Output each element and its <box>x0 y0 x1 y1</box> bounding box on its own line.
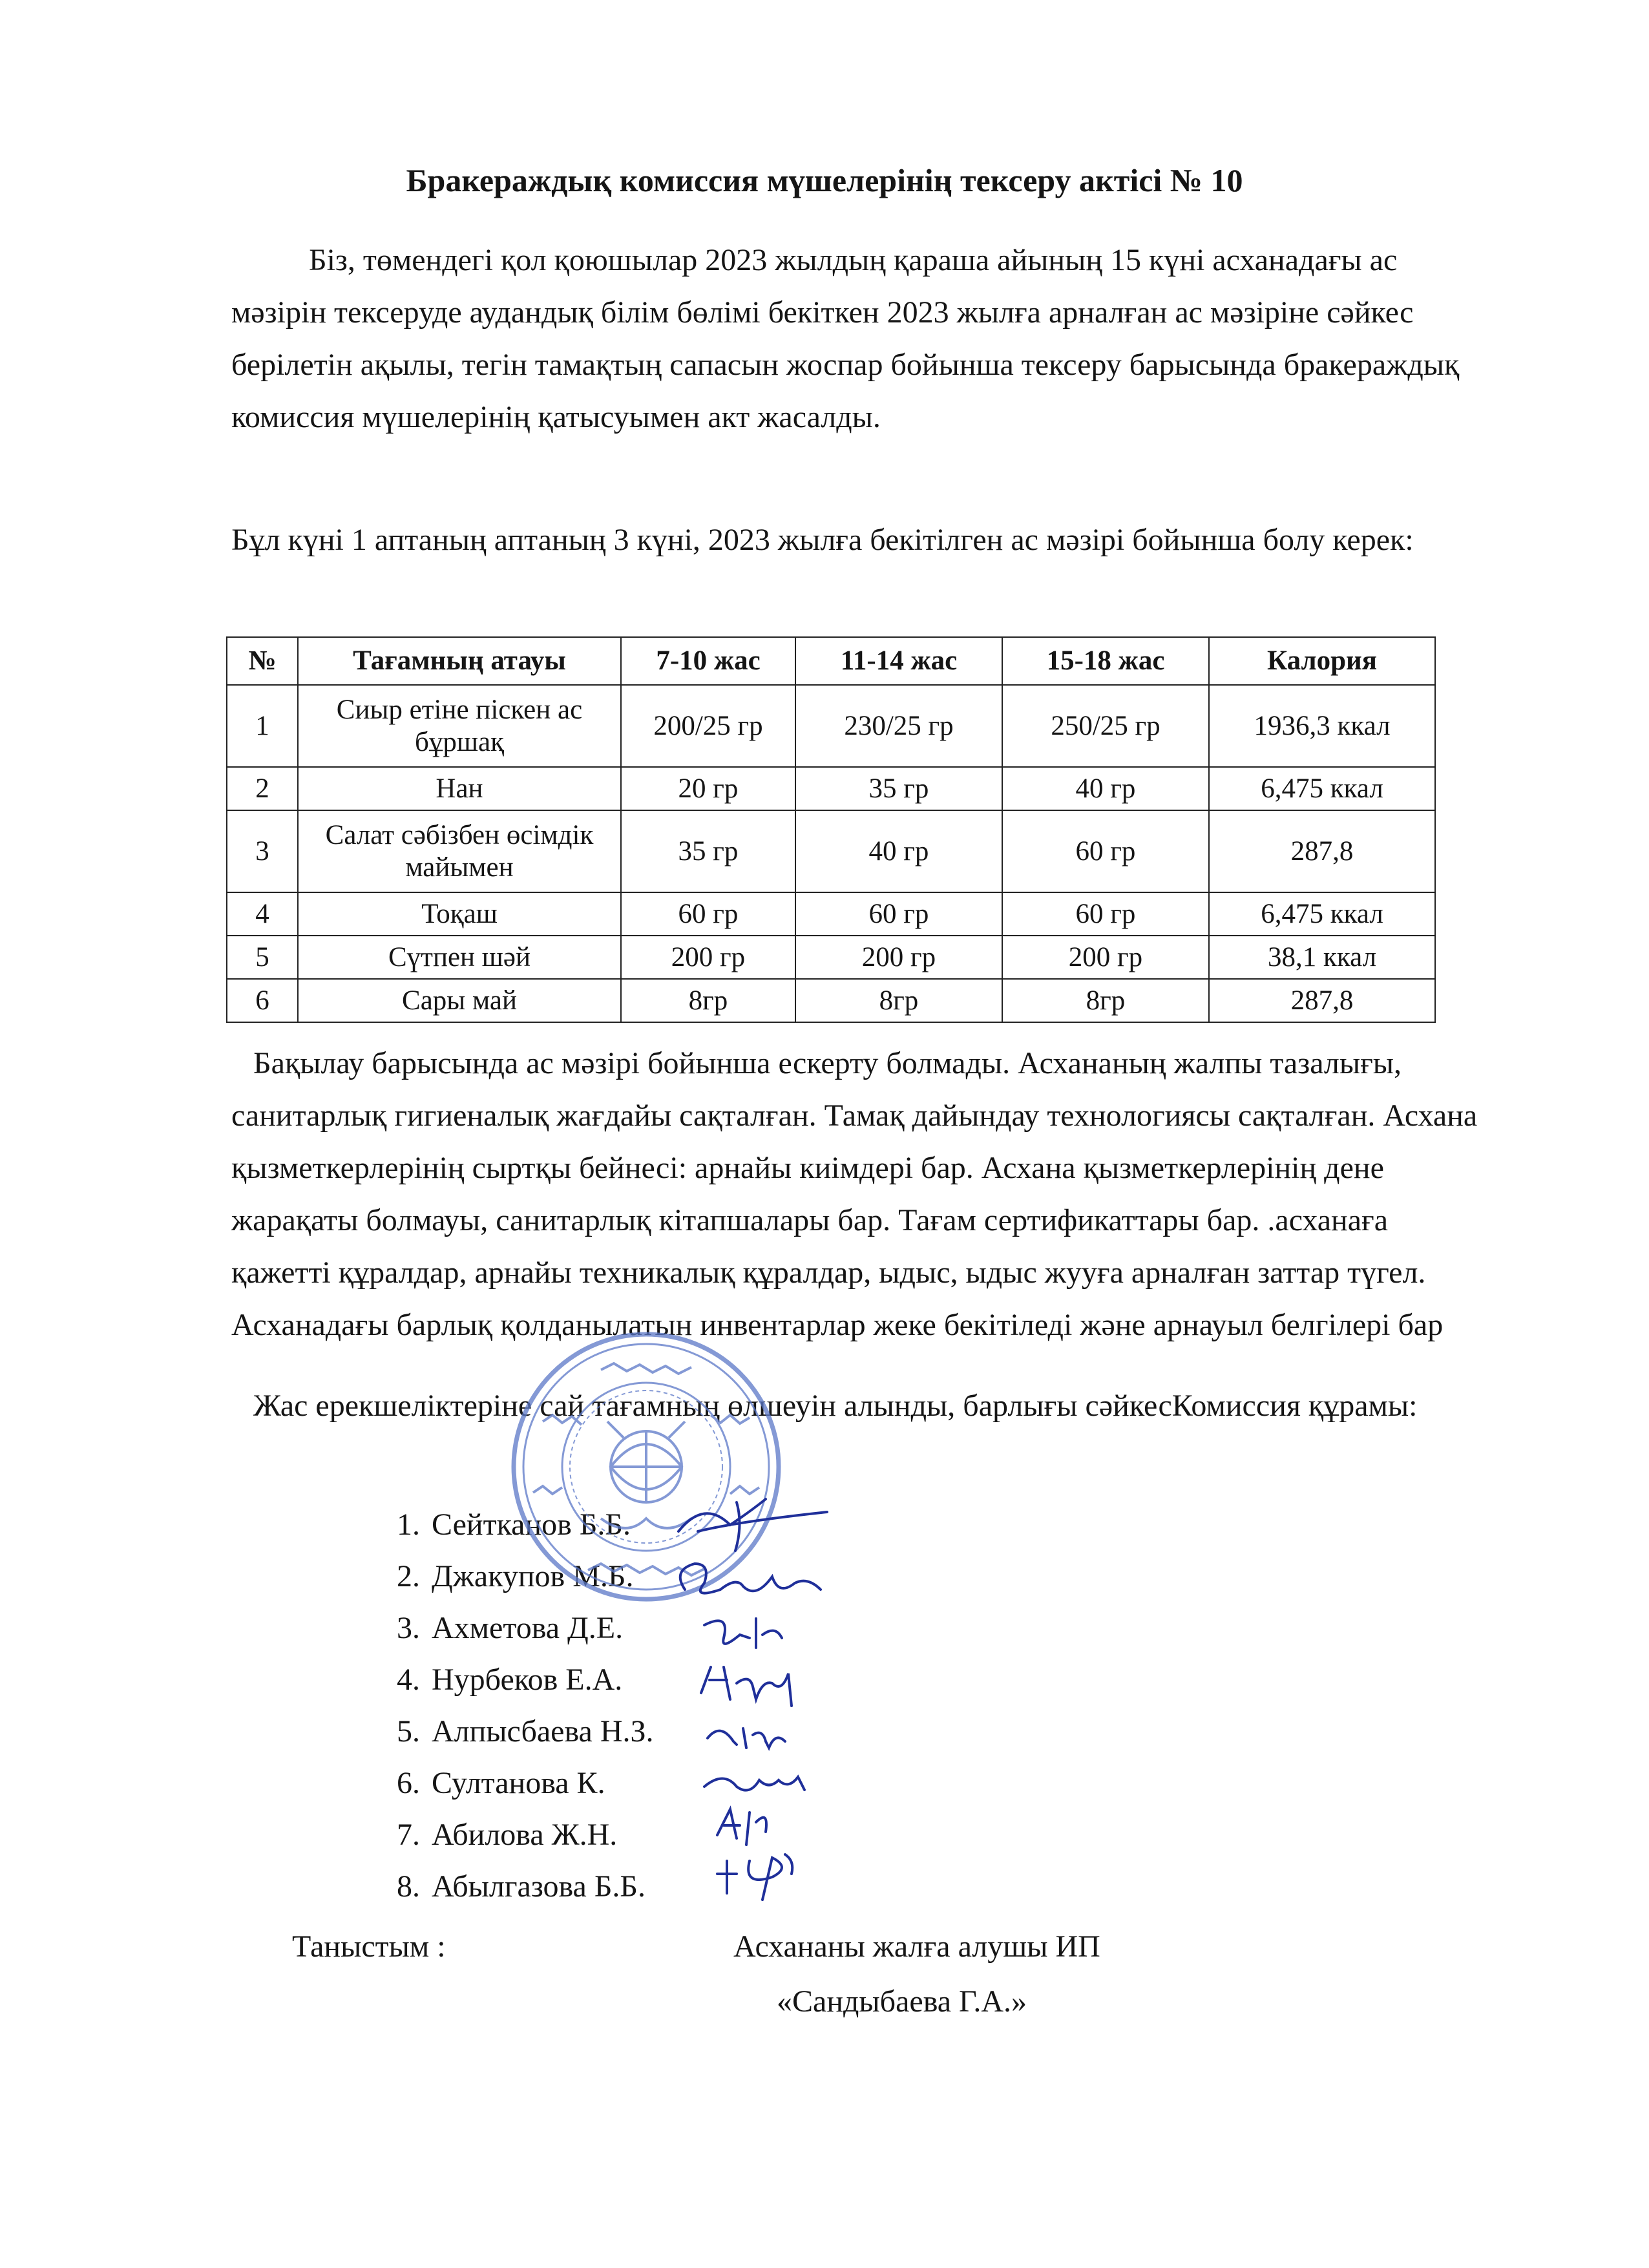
intro-paragraph: Біз, төмендегі қол қоюшылар 2023 жылдың қараша айының 15 күні асханадағы ас мәзірін тексеруде аудандық білім бөлімі бекіткен 2023 жылға арналған ас мәзіріне сәйкес берілетін ақылы, тегін тамақтың сапасын жоспар бойынша тексеру барысында бракераждық комиссия мүшелерінің қатысуымен акт жасалды. <box>231 243 1460 434</box>
table-cell: 3 <box>227 810 298 892</box>
member-number: 1. <box>397 1507 420 1542</box>
table-cell: 60 гр <box>621 892 795 936</box>
table-cell: Салат сәбізбен өсімдік майымен <box>298 810 621 892</box>
table-row <box>227 936 1435 979</box>
table-row <box>227 892 1435 936</box>
member-number: 6. <box>397 1766 420 1800</box>
table-cell: 38,1 ккал <box>1209 936 1435 979</box>
member-number: 2. <box>397 1559 420 1593</box>
table-cell: 1 <box>227 685 298 767</box>
table-row <box>227 685 1435 767</box>
table-cell: 8гр <box>795 979 1002 1022</box>
table-cell: Сары май <box>298 979 621 1022</box>
table-cell: 5 <box>227 936 298 979</box>
list-item <box>375 1706 654 1758</box>
handwritten-signature-icon <box>659 1486 872 1913</box>
table-cell: 60 гр <box>1002 892 1209 936</box>
table-cell: 200/25 гр <box>621 685 795 767</box>
menu-table <box>226 636 1436 1023</box>
table-cell: 250/25 гр <box>1002 685 1209 767</box>
table-cell: 8гр <box>621 979 795 1022</box>
table-cell: Сиыр етіне піскен ас бұршақ <box>298 685 621 767</box>
table-cell: 40 гр <box>795 810 1002 892</box>
table-cell: 60 гр <box>1002 810 1209 892</box>
document-title: Бракераждық комиссия мүшелерінің тексеру актісі № 10 <box>406 162 1243 198</box>
table-cell: 230/25 гр <box>795 685 1002 767</box>
member-number: 4. <box>397 1663 420 1697</box>
list-item <box>375 1654 654 1706</box>
table-cell: 35 гр <box>795 767 1002 810</box>
table-header-cell: № <box>227 637 298 685</box>
tenant-name: «Сандыбаева Г.А.» <box>777 1984 1027 2019</box>
table-cell: 200 гр <box>1002 936 1209 979</box>
table-cell: Нан <box>298 767 621 810</box>
table-header-cell: Калория <box>1209 637 1435 685</box>
member-name: Сейтканов Б.Б. <box>432 1507 631 1542</box>
table-cell: 6 <box>227 979 298 1022</box>
table-header-cell: 11-14 жас <box>795 637 1002 685</box>
table-row <box>227 767 1435 810</box>
acquainted-label: Таныстым : <box>292 1929 446 1964</box>
table-cell: 6,475 ккал <box>1209 892 1435 936</box>
table-cell: 60 гр <box>795 892 1002 936</box>
table-header-cell: Тағамның атауы <box>298 637 621 685</box>
table-header-cell: 7-10 жас <box>621 637 795 685</box>
member-number: 5. <box>397 1714 420 1748</box>
table-cell: 287,8 <box>1209 810 1435 892</box>
table-cell: 200 гр <box>795 936 1002 979</box>
menu-intro-paragraph: Бұл күні 1 аптаның аптаның 3 күні, 2023 жылға бекітілген ас мәзірі бойынша болу керек: <box>231 523 1414 557</box>
table-cell: 8гр <box>1002 979 1209 1022</box>
table-cell: 2 <box>227 767 298 810</box>
table-cell: 20 гр <box>621 767 795 810</box>
member-name: Ахметова Д.Е. <box>432 1611 624 1645</box>
table-cell: 1936,3 ккал <box>1209 685 1435 767</box>
table-header-row <box>227 637 1435 685</box>
member-name: Абылгазова Б.Б. <box>432 1869 646 1904</box>
member-name: Абилова Ж.Н. <box>432 1818 618 1852</box>
table-cell: 35 гр <box>621 810 795 892</box>
table-cell: 4 <box>227 892 298 936</box>
member-name: Алпысбаева Н.З. <box>432 1714 654 1748</box>
table-cell: Тоқаш <box>298 892 621 936</box>
member-name: Джакупов М.Б. <box>432 1559 634 1593</box>
table-cell: 6,475 ккал <box>1209 767 1435 810</box>
table-cell: 287,8 <box>1209 979 1435 1022</box>
conclusion-paragraph: Жас ерекшеліктеріне сай тағамның өлшеуін алынды, барлығы сәйкесКомиссия құрамы: <box>253 1389 1418 1423</box>
table-header-cell: 15-18 жас <box>1002 637 1209 685</box>
member-name: Нурбеков Е.А. <box>432 1663 623 1697</box>
list-item <box>375 1602 654 1654</box>
table-cell: Сүтпен шәй <box>298 936 621 979</box>
list-item <box>375 1758 654 1809</box>
table-row <box>227 979 1435 1022</box>
observation-paragraph: Бақылау барысында ас мәзірі бойынша ескерту болмады. Асхананың жалпы тазалығы, санитарлық гигиеналық жағдайы сақталған. Тамақ дайындау технологиясы сақталған. Асхана қызметкерлерінің сыртқы бейнесі: арнайы киімдері бар. Асхана қызметкерлерінің дене жарақаты болмауы, санитарлық кітапшалары бар. Тағам сертификаттары бар. .асханаға қажетті құралдар, арнайы техникалық құралдар, ыдыс, ыдыс жууға арналған заттар түгел. Асханадағы барлық қолданылатын инвентарлар жеке бекітіледі және арнауыл белгілері бар <box>231 1046 1478 1342</box>
member-number: 3. <box>397 1611 420 1645</box>
table-row <box>227 810 1435 892</box>
tenant-label: Асхананы жалға алушы ИП <box>733 1929 1100 1964</box>
list-item <box>375 1861 654 1913</box>
member-number: 8. <box>397 1869 420 1904</box>
member-number: 7. <box>397 1818 420 1852</box>
table-cell: 40 гр <box>1002 767 1209 810</box>
member-name: Султанова К. <box>432 1766 605 1800</box>
table-cell: 200 гр <box>621 936 795 979</box>
list-item <box>375 1809 654 1861</box>
